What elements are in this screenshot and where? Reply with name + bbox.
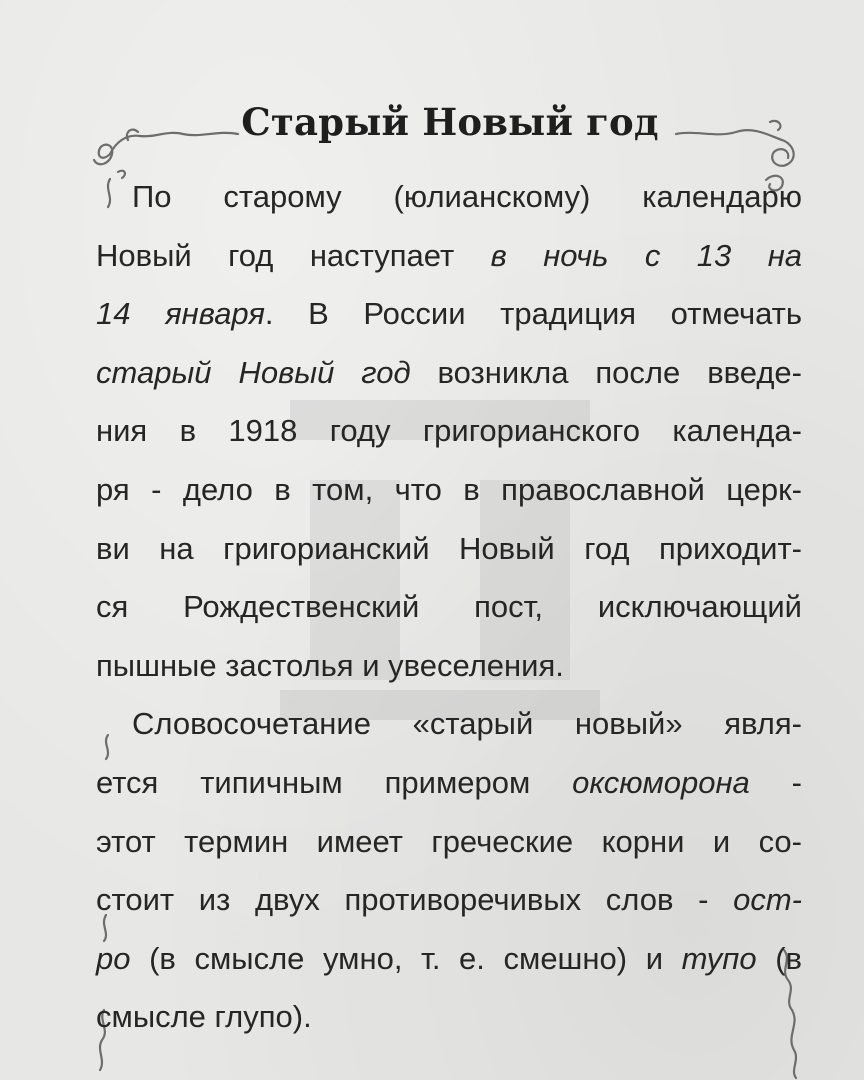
article-body <box>96 168 802 1047</box>
text-line: По старому (юлианскому) календарю <box>132 179 802 214</box>
text-line: стоит из двух противоречивых слов - ост- <box>96 882 802 918</box>
text-line: ния в 1918 году григорианского календа- <box>96 413 802 449</box>
text-line: ро (в смысле умно, т. е. смешно) и тупо (в <box>96 940 802 976</box>
text-line: этот термин имеет греческие корни и со- <box>96 823 802 859</box>
text-line: старый Новый год возникла после введе- <box>96 354 802 390</box>
text-line: ря - дело в том, что в православной церк- <box>96 471 802 507</box>
text-line: Словосочетание «старый новый» явля- <box>132 706 802 742</box>
text-line: ви на григорианский Новый год приходит- <box>96 530 802 566</box>
text-line: смысле глупо). <box>96 999 312 1035</box>
article-title: Старый Новый год <box>241 100 659 144</box>
text-line: пышные застолья и увеселения. <box>96 647 564 683</box>
text-line: ется типичным примером оксюморона - <box>96 764 803 800</box>
text-line: 14 января. В России традиция отмечать <box>96 296 803 332</box>
text-line: Новый год наступает в ночь с 13 на <box>96 237 803 273</box>
text-line: ся Рождественский пост, исключающий <box>96 589 802 625</box>
